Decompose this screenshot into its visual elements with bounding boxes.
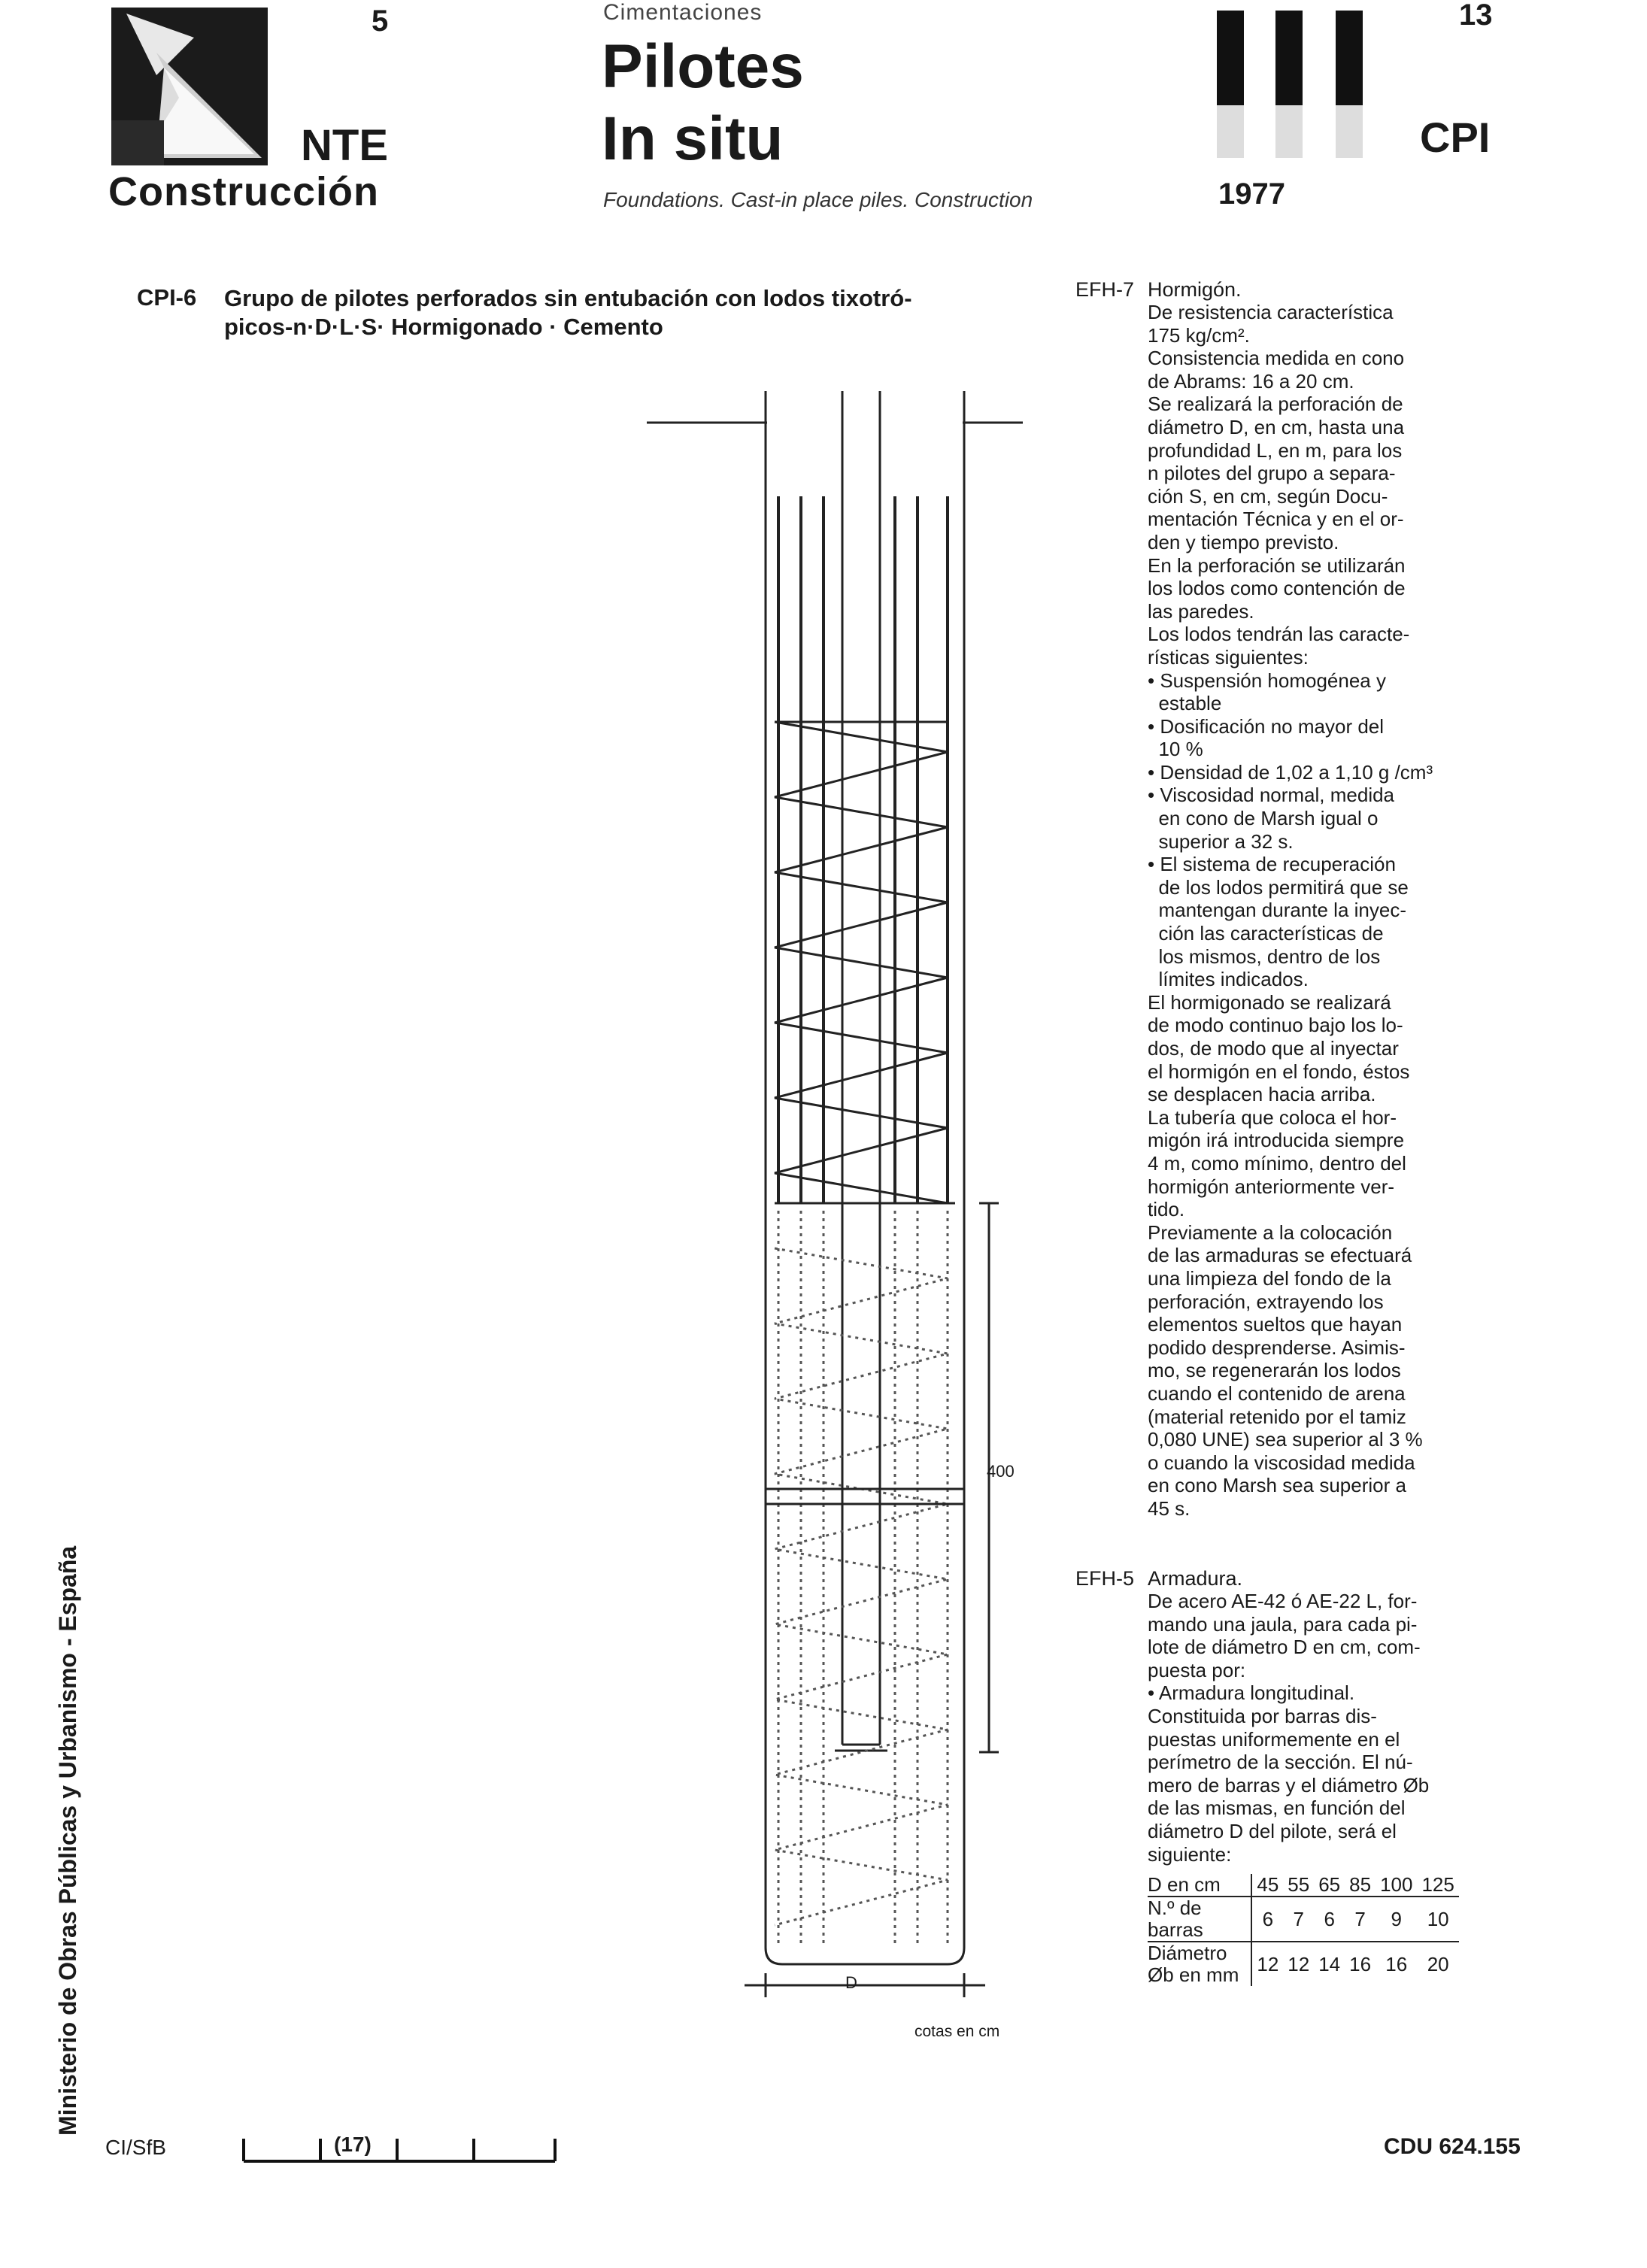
construccion-label: Construcción xyxy=(108,169,380,214)
spec-line: siguiente: xyxy=(1148,1842,1232,1866)
dimension-d: D xyxy=(845,1973,857,1992)
spec-body-efh5 xyxy=(1148,1590,1569,1866)
spec-line: • Densidad de 1,02 a 1,10 g /cm³ xyxy=(1148,760,1433,784)
spec-line: elementos sueltos que hayan xyxy=(1148,1313,1403,1336)
spec-line: Constituida por barras dis- xyxy=(1148,1704,1377,1727)
spec-line: cuando el contenido de arena xyxy=(1148,1381,1406,1405)
spec-line: diámetro D, en cm, hasta una xyxy=(1148,415,1405,438)
table-row-label xyxy=(1148,1942,1251,1986)
spec-line: mentación Técnica y en el or- xyxy=(1148,508,1404,531)
spec-line: El hormigonado se realizará xyxy=(1148,990,1391,1014)
spec-line: de modo continuo bajo los lo- xyxy=(1148,1014,1403,1037)
subtitle-english: Foundations. Cast-in place piles. Construction xyxy=(603,188,1033,211)
spec-line: tido. xyxy=(1148,1198,1185,1221)
spec-line: den y tiempo previsto. xyxy=(1148,530,1339,553)
page-number: 5 xyxy=(372,5,389,38)
table-cell: 100 xyxy=(1376,1874,1417,1897)
spec-line: 0,080 UNE) sea superior al 3 % xyxy=(1148,1428,1423,1451)
table-cell: 12 xyxy=(1257,1952,1279,1975)
section-code: CPI-6 xyxy=(137,284,197,311)
spec-code-efh7: EFH-7 xyxy=(1075,278,1135,301)
spec-line: (material retenido por el tamiz xyxy=(1148,1405,1406,1428)
year: 1977 xyxy=(1218,177,1285,211)
table-cell: 6 xyxy=(1314,1897,1345,1942)
spec-line: Previamente a la colocación xyxy=(1148,1220,1393,1244)
bars-label-2: barras xyxy=(1148,1918,1203,1941)
spec-line: 175 kg/cm². xyxy=(1148,323,1250,347)
cisfb-box-number: (17) xyxy=(334,2133,372,2156)
spec-body-efh7 xyxy=(1148,301,1569,1520)
spec-line: de Abrams: 16 a 20 cm. xyxy=(1148,369,1354,393)
spec-line: De resistencia característica xyxy=(1148,301,1394,323)
spec-line: hormigón anteriormente ver- xyxy=(1148,1175,1395,1198)
spec-line: perímetro de la sección. El nú- xyxy=(1148,1751,1413,1774)
spec-line: migón irá introducida siempre xyxy=(1148,1129,1405,1152)
spec-line: dos, de modo que al inyectar xyxy=(1148,1037,1399,1060)
spec-line: podido desprenderse. Asimis- xyxy=(1148,1336,1406,1359)
spec-line: De acero AE-42 ó AE-22 L, for- xyxy=(1148,1590,1418,1612)
spec-line: mando una jaula, para cada pi- xyxy=(1148,1612,1418,1636)
page-title: Pilotes xyxy=(602,32,804,101)
spec-line: o cuando la viscosidad medida xyxy=(1148,1451,1415,1474)
table-cell: 12 xyxy=(1288,1952,1310,1975)
section-title: Grupo de pilotes perforados sin entubación con lodos tixotró- xyxy=(224,285,912,311)
table-header-label: D en cm xyxy=(1148,1874,1251,1897)
spec-line: n pilotes del grupo a separa- xyxy=(1148,462,1396,485)
spec-line: lote de diámetro D en cm, com- xyxy=(1148,1636,1421,1659)
table-cell: 85 xyxy=(1345,1874,1376,1897)
spec-line: los mismos, dentro de los xyxy=(1148,944,1381,968)
spec-line: superior a 32 s. xyxy=(1148,829,1294,853)
trowel-icon xyxy=(111,8,268,165)
spec-line: En la perforación se utilizarán xyxy=(1148,553,1406,577)
table-cell: 16 xyxy=(1349,1952,1372,1975)
spec-line: de las mismas, en función del xyxy=(1148,1797,1406,1820)
spec-line: en cono Marsh sea superior a xyxy=(1148,1474,1406,1497)
spec-line: 10 % xyxy=(1148,738,1203,761)
pile-drawing xyxy=(632,376,1053,2015)
spec-line: mantengan durante la inyec- xyxy=(1148,899,1406,922)
spec-line: perforación, extrayendo los xyxy=(1148,1290,1384,1313)
spec-line: Se realizará la perforación de xyxy=(1148,393,1403,416)
spec-line: mo, se regenerarán los lodos xyxy=(1148,1359,1401,1382)
dimension-400: 400 xyxy=(987,1462,1015,1481)
table-cell: 16 xyxy=(1385,1952,1408,1975)
bar-table xyxy=(1148,1874,1459,1986)
table-cell: 9 xyxy=(1376,1897,1417,1942)
cdu-label: CDU 624.155 xyxy=(1384,2134,1521,2159)
spec-line: 4 m, como mínimo, dentro del xyxy=(1148,1151,1406,1175)
spec-line: en cono de Marsh igual o xyxy=(1148,807,1379,830)
table-row xyxy=(1148,1897,1459,1942)
spec-line: • El sistema de recuperación xyxy=(1148,853,1396,876)
bars-label-1: N.º de xyxy=(1148,1897,1202,1919)
nte-logo xyxy=(111,8,268,165)
spec-line: ción las características de xyxy=(1148,922,1384,945)
spec-line: puesta por: xyxy=(1148,1658,1246,1681)
spec-line: • Suspensión homogénea y xyxy=(1148,669,1386,692)
cisfb-label: CI/SfB xyxy=(105,2136,166,2159)
units-note: cotas en cm xyxy=(914,2023,1000,2040)
table-row-label xyxy=(1148,1897,1251,1942)
spec-line: 45 s. xyxy=(1148,1496,1191,1520)
spec-line: Los lodos tendrán las caracte- xyxy=(1148,623,1410,646)
page-title-line2: In situ xyxy=(602,105,784,173)
spec-line: diámetro D del pilote, será el xyxy=(1148,1819,1397,1842)
phi-label-1: Diámetro xyxy=(1148,1942,1227,1964)
spec-line: • Dosificación no mayor del xyxy=(1148,714,1385,738)
cisfb-boxes xyxy=(242,2134,558,2164)
phi-label-2: Øb en mm xyxy=(1148,1963,1239,1986)
nte-label: NTE xyxy=(301,121,388,170)
spec-line: puestas uniformemente en el xyxy=(1148,1727,1400,1751)
table-cell: 65 xyxy=(1314,1874,1345,1897)
series-code: CPI xyxy=(1420,114,1491,161)
kicker: Cimentaciones xyxy=(603,0,763,25)
spec-line: de las armaduras se efectuará xyxy=(1148,1244,1412,1267)
spec-line: de los lodos permitirá que se xyxy=(1148,875,1409,899)
spec-line: se desplacen hacia arriba. xyxy=(1148,1083,1376,1106)
spec-line: el hormigón en el fondo, éstos xyxy=(1148,1060,1410,1083)
table-cell: 7 xyxy=(1345,1897,1376,1942)
table-cell: 10 xyxy=(1417,1897,1458,1942)
spec-heading-efh5: Armadura. xyxy=(1148,1567,1243,1590)
spec-line: límites indicados. xyxy=(1148,968,1309,991)
table-row xyxy=(1148,1874,1459,1897)
table-cell: 6 xyxy=(1251,1897,1283,1942)
section-title-line2: picos-n·D·L·S· Hormigonado · Cemento xyxy=(224,314,663,340)
spec-line: una limpieza del fondo de la xyxy=(1148,1266,1391,1290)
spec-line: • Armadura longitudinal. xyxy=(1148,1681,1355,1705)
spec-line: • Viscosidad normal, medida xyxy=(1148,784,1395,807)
spec-line: rísticas siguientes: xyxy=(1148,645,1309,669)
spec-line: estable xyxy=(1148,692,1222,715)
spec-line: profundidad L, en m, para los xyxy=(1148,438,1403,462)
spec-heading-efh7: Hormigón. xyxy=(1148,278,1242,301)
spec-line: los lodos como contención de xyxy=(1148,577,1406,600)
table-cell: 45 xyxy=(1251,1874,1283,1897)
spec-line: mero de barras y el diámetro Øb xyxy=(1148,1773,1430,1797)
table-cell: 55 xyxy=(1283,1874,1314,1897)
table-cell: 125 xyxy=(1417,1874,1458,1897)
spec-line: ción S, en cm, según Docu- xyxy=(1148,484,1388,508)
table-cell: 7 xyxy=(1283,1897,1314,1942)
spec-line: las paredes. xyxy=(1148,599,1254,623)
spec-code-efh5: EFH-5 xyxy=(1075,1567,1135,1590)
sheet-number: 13 xyxy=(1459,0,1493,32)
spec-line: Consistencia medida en cono xyxy=(1148,347,1405,370)
table-cell: 14 xyxy=(1318,1952,1341,1975)
series-bars-icon xyxy=(1217,5,1375,164)
ministry-label: Ministerio de Obras Públicas y Urbanismo - España xyxy=(54,1545,81,2136)
spec-line: La tubería que coloca el hor- xyxy=(1148,1105,1397,1129)
table-cell: 20 xyxy=(1427,1952,1449,1975)
table-row xyxy=(1148,1942,1459,1986)
